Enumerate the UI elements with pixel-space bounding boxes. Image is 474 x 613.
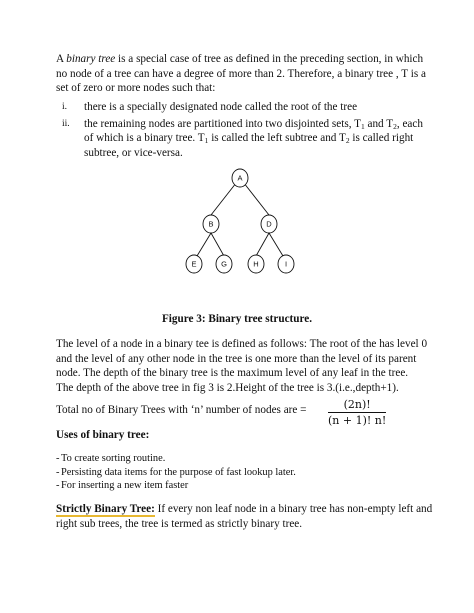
- list-item-text: there is a specially designated node called the root of the tree: [84, 101, 358, 113]
- intro-term: binary tree: [66, 53, 116, 65]
- tree-node-label: D: [266, 219, 272, 229]
- edge-b-g: [211, 233, 224, 256]
- formula-line: [56, 400, 428, 428]
- tree-node-label: E: [191, 259, 197, 269]
- edge-d-h: [256, 233, 269, 256]
- level-depth-paragraph: The level of a node in a binary tee is defined as follows: The root of the has level 0 and the level of any other node in the tree is one more than the level of its parent node. The depth of the binary tree is the maximum level of any leaf in the tree. The depth of the above tree in fig 3 is 2.Height of the tree is 3.(i.e.,depth+1).: [56, 338, 428, 394]
- intro-text-rest: is a special case of tree as defined in the preceding section, in which no node of a tree can have a degree of more than 2. Therefore, a binary tree , T is a set of zero or more nodes such that:: [56, 53, 426, 95]
- uses-item: - To create sorting routine.: [56, 453, 166, 464]
- catalan-fraction: [328, 398, 386, 427]
- uses-item: - For inserting a new item faster: [56, 480, 189, 491]
- list-item-text: the remaining nodes are partitioned into two disjointed sets, $T_1$ and $T_2$, each of which is a binary tree. $T_1$ is called the left subtree and $T_2$ is called right subtree, or vice-versa.: [84, 117, 423, 159]
- list-marker: i.: [62, 102, 68, 112]
- fraction-denominator: (n + 1)! n!: [328, 414, 387, 427]
- list-item: [56, 117, 428, 161]
- tree-node-label: H: [253, 259, 259, 269]
- binary-tree-diagram: [180, 163, 300, 281]
- uses-list: [56, 452, 296, 493]
- intro-text-start: A: [56, 53, 67, 65]
- list-marker: ii.: [62, 118, 70, 129]
- edge-d-i: [269, 233, 283, 256]
- tree-node-shapes: [186, 169, 294, 273]
- list-item: [56, 100, 428, 115]
- figure-caption: Figure 3: Binary tree structure.: [161, 313, 313, 325]
- tree-node-label: G: [221, 259, 227, 269]
- intro-paragraph: [56, 52, 428, 96]
- tree-node-label: B: [208, 219, 214, 229]
- strictly-binary-tree-heading: Strictly Binary Tree:: [56, 503, 155, 515]
- tree-node-label: A: [237, 173, 243, 183]
- uses-heading: Uses of binary tree:: [56, 429, 150, 441]
- fraction-numerator: (2n)!: [328, 398, 386, 413]
- tree-node-label: I: [284, 259, 288, 269]
- edge-b-e: [197, 233, 211, 256]
- definition-list: [56, 100, 428, 160]
- strictly-binary-tree-paragraph: [56, 502, 436, 531]
- formula-text: Total no of Binary Trees with ‘n’ number of nodes are =: [56, 404, 307, 416]
- highlight-underline: [56, 515, 155, 517]
- uses-item: - Persisting data items for the purpose of fast lookup later.: [56, 466, 296, 478]
- strictly-binary-tree-text: If every non leaf node in a binary tree has non-empty left and right sub trees, the tree is termed as strictly binary tree.: [56, 503, 433, 530]
